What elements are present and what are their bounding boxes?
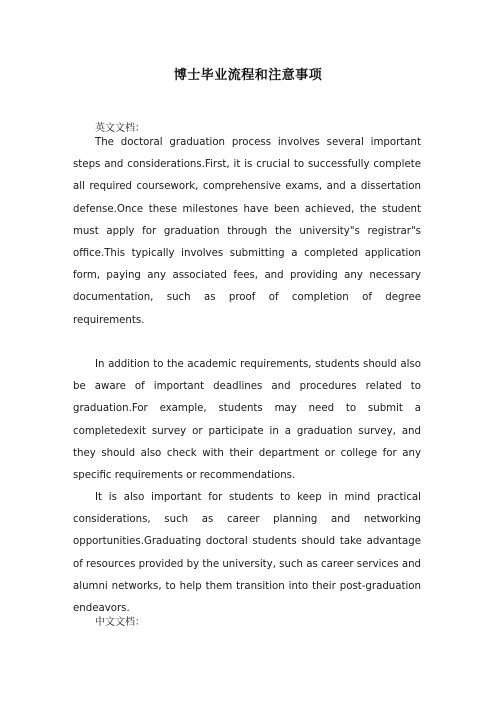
paragraph-1: The doctoral graduation process involves several important steps and considerations.First, it is crucial to successfully complete all required coursework, comprehensive exams, and a dissertation defense.Once these milestones have been achieved, the student must apply for graduation through the university"s registrar"s office.This typically involves submitting a completed application form, paying any associated fees, and providing any necessary documentation, such as proof of completion of degree requirements.: [73, 137, 421, 326]
paragraph-3: It is also important for students to keep in mind practical considerations, such as career planning and networking opportunities.Graduating doctoral students should take advantage of resources provided by the university, such as career services and alumni networks, to help them transition into their post-graduation endeavors.: [73, 492, 422, 615]
paragraph-2: In addition to the academic requirements, students should also be aware of important deadlines and procedures related to graduation.For example, students may need to submit a completedexit survey or participate in a graduation survey, and they should also check with their department or college for any specific requirements or recommendations.: [73, 359, 421, 482]
english-section-label: 英文文档：: [95, 123, 145, 134]
document-title: 博士毕业流程和注意事项: [173, 68, 323, 83]
chinese-section-label: 中文文档：: [95, 617, 145, 628]
